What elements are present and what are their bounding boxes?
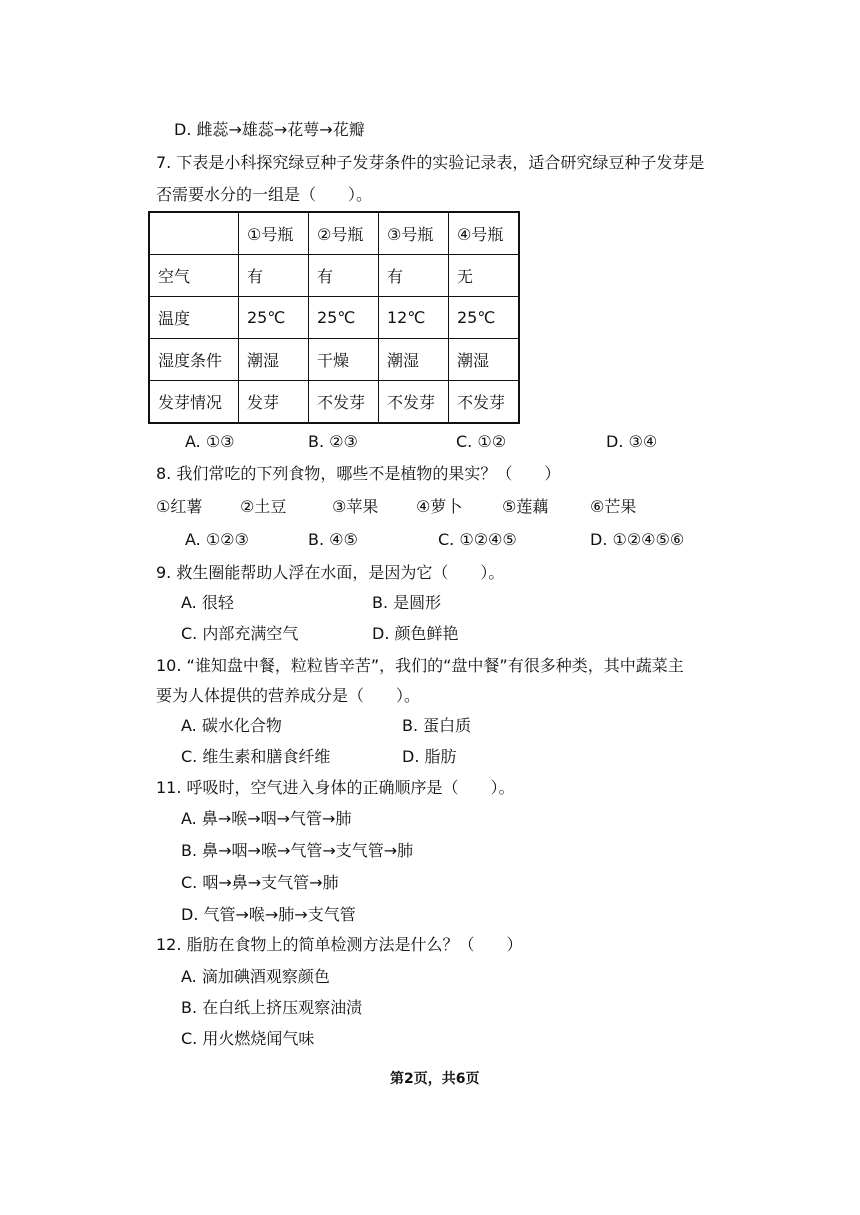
- q9-option-a: A. 很轻: [181, 593, 234, 612]
- q8-option-c: C. ①②④⑤: [438, 530, 517, 549]
- table-row: [149, 255, 519, 297]
- table-row: [149, 339, 519, 381]
- q11-stem: 11. 呼吸时，空气进入身体的正确顺序是（ ）。: [156, 778, 515, 797]
- q12-option-b: B. 在白纸上挤压观察油渍: [181, 998, 363, 1017]
- q10-stem-line1: 10. “谁知盘中餐，粒粒皆辛苦”，我们的“盘中餐”有很多种类，其中蔬菜主: [156, 656, 684, 675]
- q9-option-b: B. 是圆形: [372, 593, 442, 612]
- q11-option-a: A. 鼻→喉→咽→气管→肺: [181, 809, 352, 828]
- q10-option-c: C. 维生素和膳食纤维: [181, 747, 331, 766]
- table-cell: 发芽: [239, 381, 309, 424]
- table-cell: 不发芽: [449, 381, 520, 424]
- table-row: [149, 381, 519, 424]
- q9-option-c: C. 内部充满空气: [181, 624, 299, 643]
- q12-option-c: C. 用火燃烧闻气味: [181, 1029, 315, 1048]
- q7-option-a: A. ①③: [185, 432, 235, 451]
- q12-option-a: A. 滴加碘酒观察颜色: [181, 967, 330, 986]
- q10-option-a: A. 碳水化合物: [181, 716, 282, 735]
- q8-option-b: B. ④⑤: [308, 530, 358, 549]
- table-header-cell: ①号瓶: [239, 212, 309, 255]
- q8-item: ⑥芒果: [590, 497, 637, 516]
- table-cell: 潮湿: [449, 339, 520, 381]
- q8-option-d: D. ①②④⑤⑥: [590, 530, 685, 549]
- table-cell: 25℃: [239, 297, 309, 339]
- table-header-row: [149, 212, 519, 255]
- table-cell: 25℃: [309, 297, 379, 339]
- q11-option-c: C. 咽→鼻→支气管→肺: [181, 873, 339, 892]
- table-cell: 无: [449, 255, 520, 297]
- q8-item: ③苹果: [332, 497, 379, 516]
- q8-item: ②土豆: [240, 497, 287, 516]
- experiment-table: [148, 211, 520, 424]
- table-cell: 有: [379, 255, 449, 297]
- row-label: 空气: [149, 255, 239, 297]
- table-cell: 12℃: [379, 297, 449, 339]
- q10-option-b: B. 蛋白质: [402, 716, 472, 735]
- table-header-cell: ④号瓶: [449, 212, 520, 255]
- table-header-cell: ③号瓶: [379, 212, 449, 255]
- table-cell: 有: [309, 255, 379, 297]
- q8-item: ④萝卜: [416, 497, 463, 516]
- page-footer: 第2页，共6页: [390, 1071, 480, 1087]
- q11-option-b: B. 鼻→咽→喉→气管→支气管→肺: [181, 841, 414, 860]
- q7-stem-line2: 否需要水分的一组是（ ）。: [156, 185, 373, 204]
- q8-option-a: A. ①②③: [185, 530, 249, 549]
- q12-stem: 12. 脂肪在食物上的简单检测方法是什么？（ ）: [156, 935, 523, 954]
- table-cell: 潮湿: [379, 339, 449, 381]
- row-label: 发芽情况: [149, 381, 239, 424]
- q9-stem: 9. 救生圈能帮助人浮在水面，是因为它（ ）。: [156, 563, 505, 582]
- table-cell: 不发芽: [309, 381, 379, 424]
- table-cell: 有: [239, 255, 309, 297]
- row-label: 温度: [149, 297, 239, 339]
- table-header-cell: ②号瓶: [309, 212, 379, 255]
- q11-option-d: D. 气管→喉→肺→支气管: [181, 905, 356, 924]
- q7-stem-line1: 7. 下表是小科探究绿豆种子发芽条件的实验记录表，适合研究绿豆种子发芽是: [156, 153, 705, 172]
- table-cell: 干燥: [309, 339, 379, 381]
- q7-option-b: B. ②③: [308, 432, 358, 451]
- q10-option-d: D. 脂肪: [402, 747, 457, 766]
- q8-stem: 8. 我们常吃的下列食物，哪些不是植物的果实？（ ）: [156, 464, 561, 483]
- q9-option-d: D. 颜色鲜艳: [372, 624, 459, 643]
- q6-option-d: D. 雌蕊→雄蕊→花萼→花瓣: [174, 120, 365, 139]
- q7-option-d: D. ③④: [606, 432, 658, 451]
- q8-item: ⑤莲藕: [502, 497, 549, 516]
- q7-option-c: C. ①②: [456, 432, 507, 451]
- row-label: 湿度条件: [149, 339, 239, 381]
- table-cell: 潮湿: [239, 339, 309, 381]
- table-row: [149, 297, 519, 339]
- q10-stem-line2: 要为人体提供的营养成分是（ ）。: [156, 686, 421, 705]
- table-cell: 不发芽: [379, 381, 449, 424]
- table-cell: [149, 212, 239, 255]
- q8-item: ①红薯: [156, 497, 203, 516]
- table-cell: 25℃: [449, 297, 520, 339]
